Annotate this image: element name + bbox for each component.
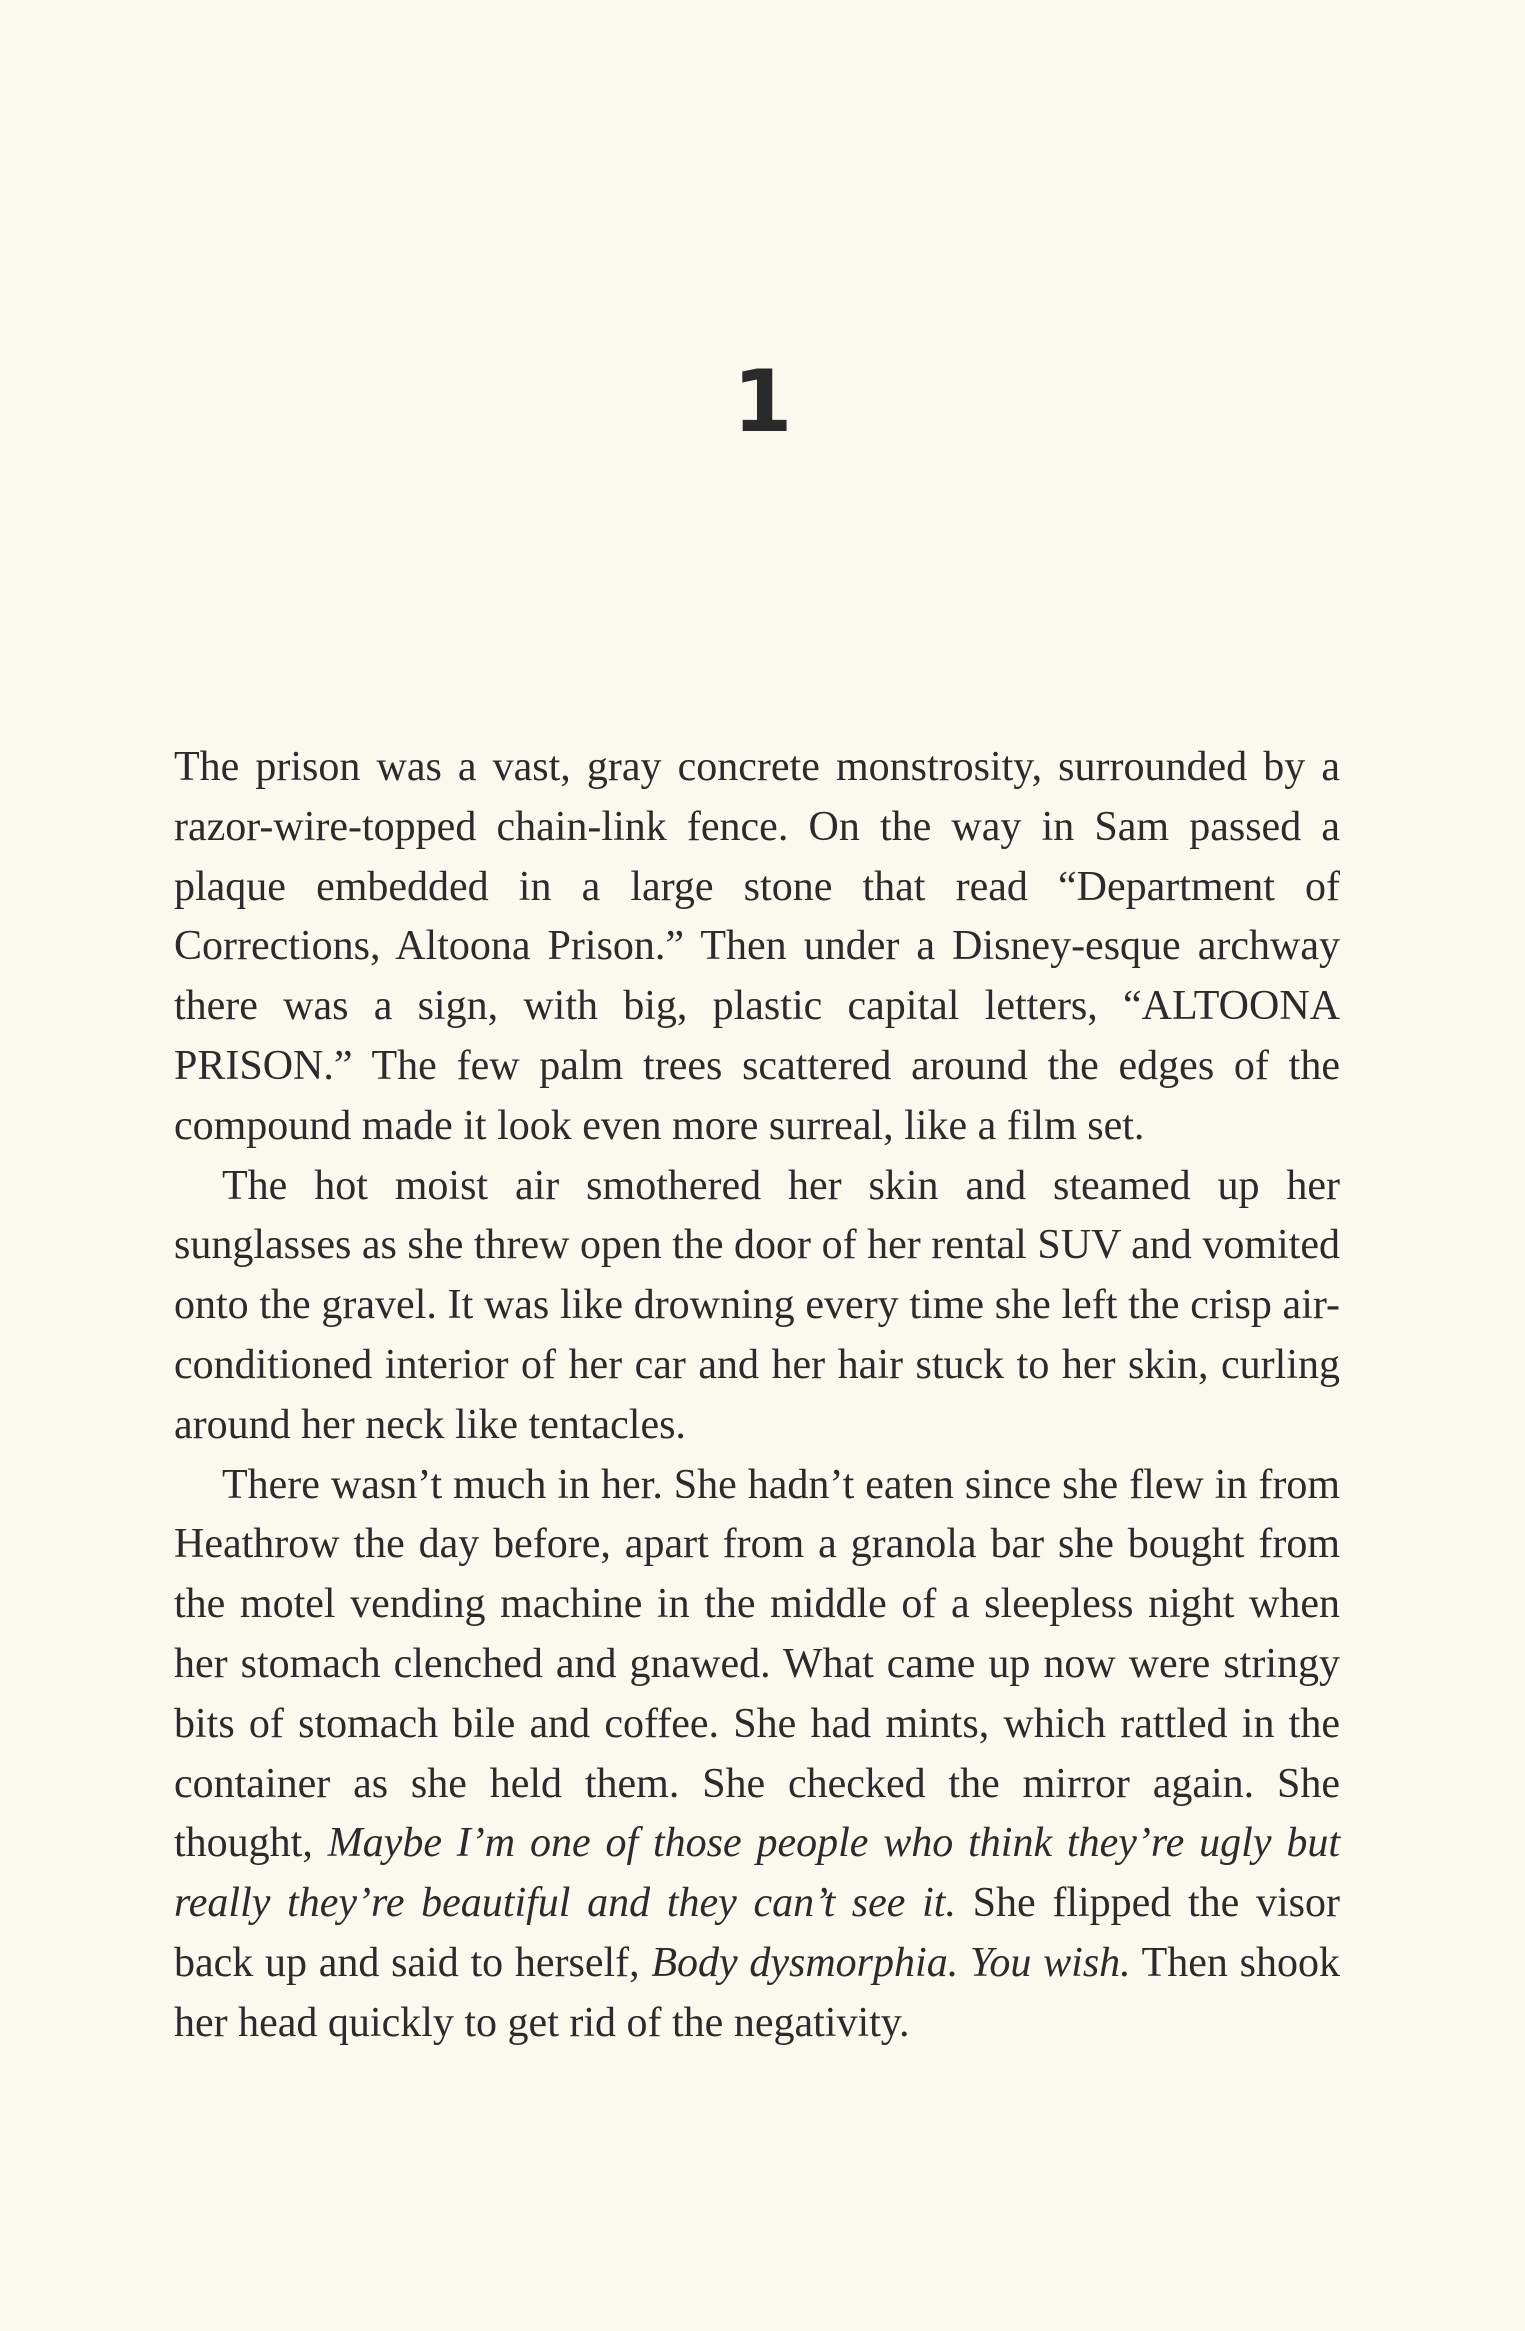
italic-thought: Body dysmorphia. You wish. (651, 1939, 1131, 1986)
text-segment: The hot moist air smothered her skin and steamed up her sunglasses as she threw open the door of her rental SUV and vomited onto the gravel. It was like drowning every time she left the crisp air-conditioned interior of her car and her hair stuck to her skin, curling around her neck like tentacles. (174, 1162, 1340, 1448)
chapter-body (174, 738, 1340, 2054)
text-segment: There wasn’t much in her. She hadn’t eaten since she flew in from Heathrow the day before, apart from a granola bar she bought from the motel vending machine in the middle of a sleepless night when her stomach clenched and gnawed. What came up now were stringy bits of stomach bile and coffee. She had mints, which rattled in the container as she held them. She checked the mirror again. She thought, (174, 1461, 1340, 1867)
italic-thought: Maybe I’m one of those people who think they’re ugly but really they’re beautiful and they can’t see it. (174, 1820, 1340, 1927)
text-segment: She flipped the visor back up and said to herself, (174, 1880, 1340, 1986)
text-segment: Then shook her head quickly to get rid of the negativity. (174, 1939, 1340, 2046)
chapter-number: 1 (732, 352, 793, 452)
text-segment: The prison was a vast, gray concrete monstrosity, surrounded by a razor-wire-topped chain-link fence. On the way in Sam passed a plaque embedded in a large stone that read “Department of Corrections, Altoona Prison.” Then under a Disney-esque archway there was a sign, with big, plastic capital letters, “ALTOONA PRISON.” The few palm trees scattered around the edges of the compound made it look even more surreal, like a film set. (174, 744, 1340, 1149)
paragraph (174, 1157, 1340, 1456)
paragraph (174, 1456, 1340, 2054)
paragraph (174, 738, 1340, 1157)
